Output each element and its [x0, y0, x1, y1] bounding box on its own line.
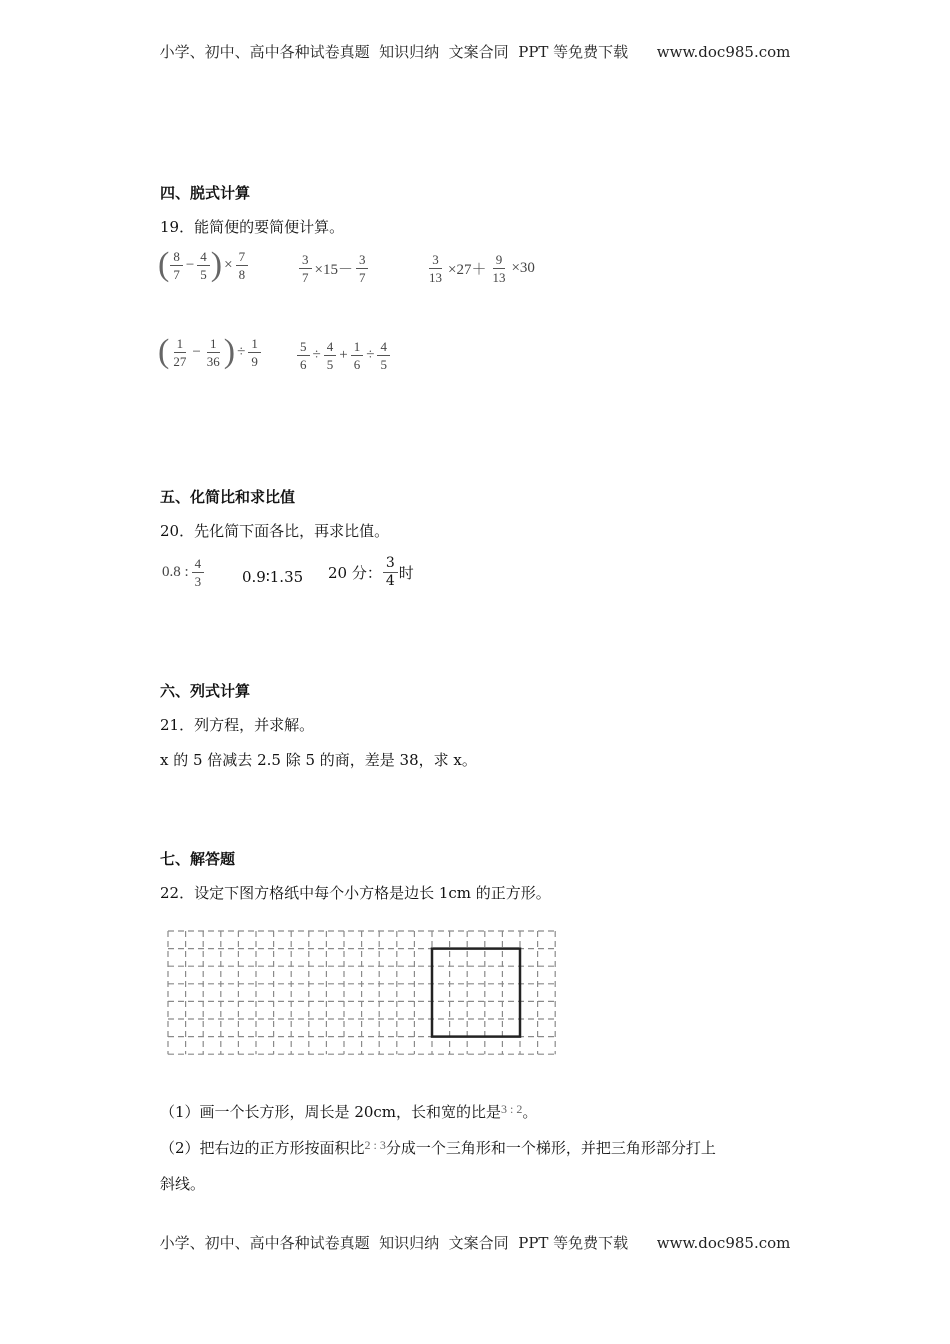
fraction: $\frac{1}{36}$ [206, 335, 220, 369]
grid-paper [166, 928, 562, 1058]
ratio-3: 20 分： $\frac{3}{4}$ 时 [328, 555, 414, 589]
left-paren: ( [158, 333, 170, 370]
fraction: $\frac{4}{3}$ [192, 556, 205, 589]
expression-19-1: ( $\frac{8}{7}$ − $\frac{4}{5}$ ) × $\frac{7}{8}$ [158, 248, 249, 282]
page-header: 小学、初中、高中各种试卷真题 知识归纳 文案合同 PPT 等免费下载 www.doc985.com [159, 43, 791, 61]
fraction: $\frac{5}{6}$ [297, 339, 310, 372]
question-22-part-1: （1）画一个长方形，周长是 20cm，长和宽的比是$^{3 : 2}$。 [160, 1102, 538, 1121]
page-footer: 小学、初中、高中各种试卷真题 知识归纳 文案合同 PPT 等免费下载 www.doc985.com [159, 1234, 791, 1252]
ratio-1: 0.8 : $\frac{4}{3}$ [160, 556, 205, 589]
fraction: $\frac{3}{4}$ [383, 556, 398, 589]
fraction: $\frac{4}{5}$ [324, 339, 337, 372]
fraction: $\frac{7}{8}$ [236, 249, 249, 282]
question-21: 21．列方程，并求解。 [160, 716, 315, 734]
fraction: $\frac{1}{27}$ [173, 335, 187, 369]
fraction: $\frac{1}{6}$ [351, 339, 364, 372]
section-title-equation: 六、列式计算 [160, 682, 251, 700]
fraction: $\frac{1}{9}$ [248, 336, 261, 369]
right-paren: ) [210, 246, 223, 283]
expression-19-4: ( $\frac{1}{27}$ − $\frac{1}{36}$ ) ÷ $\frac{1}{9}$ [158, 335, 262, 369]
ratio-2: 0.9∶1.35 [242, 568, 304, 586]
ratio-2-3: 2 : 3 [364, 1138, 386, 1152]
left-paren: ( [158, 246, 170, 283]
ratio-3-2: 3 : 2 [501, 1102, 523, 1116]
expression-19-2: $\frac{3}{7}$ ×15－ $\frac{3}{7}$ [298, 252, 369, 285]
section-title-calculation: 四、脱式计算 [160, 184, 251, 202]
fraction: $\frac{3}{13}$ [429, 252, 442, 285]
fraction: $\frac{4}{5}$ [197, 249, 210, 282]
fraction: $\frac{8}{7}$ [170, 249, 183, 282]
question-21-body: x 的 5 倍减去 2.5 除 5 的商，差是 38，求 x。 [160, 751, 477, 769]
question-20: 20．先化简下面各比，再求比值。 [160, 522, 390, 540]
fraction: $\frac{9}{13}$ [492, 252, 506, 285]
question-22: 22．设定下图方格纸中每个小方格是边长 1cm 的正方形。 [160, 884, 551, 902]
expression-19-5: $\frac{5}{6}$ ÷ $\frac{4}{5}$ + $\frac{1}{6}$ ÷ $\frac{4}{5}$ [296, 339, 391, 372]
expression-19-3: $\frac{3}{13}$ ×27＋ $\frac{9}{13}$ ×30 [425, 252, 537, 285]
fraction: $\frac{3}{7}$ [356, 252, 369, 285]
fraction: $\frac{3}{7}$ [299, 252, 312, 285]
section-title-ratio: 五、化简比和求比值 [160, 488, 296, 506]
question-19: 19．能简便的要简便计算。 [160, 218, 345, 236]
right-paren: ) [223, 333, 236, 370]
section-title-answer: 七、解答题 [160, 850, 236, 868]
square-shape [432, 949, 520, 1037]
fraction: $\frac{4}{5}$ [377, 339, 390, 372]
question-22-part-2-cont: 斜线。 [160, 1175, 206, 1193]
question-22-part-2: （2）把右边的正方形按面积比$^{2 : 3}$分成一个三角形和一个梯形，并把三角形部分打上 [160, 1138, 716, 1157]
